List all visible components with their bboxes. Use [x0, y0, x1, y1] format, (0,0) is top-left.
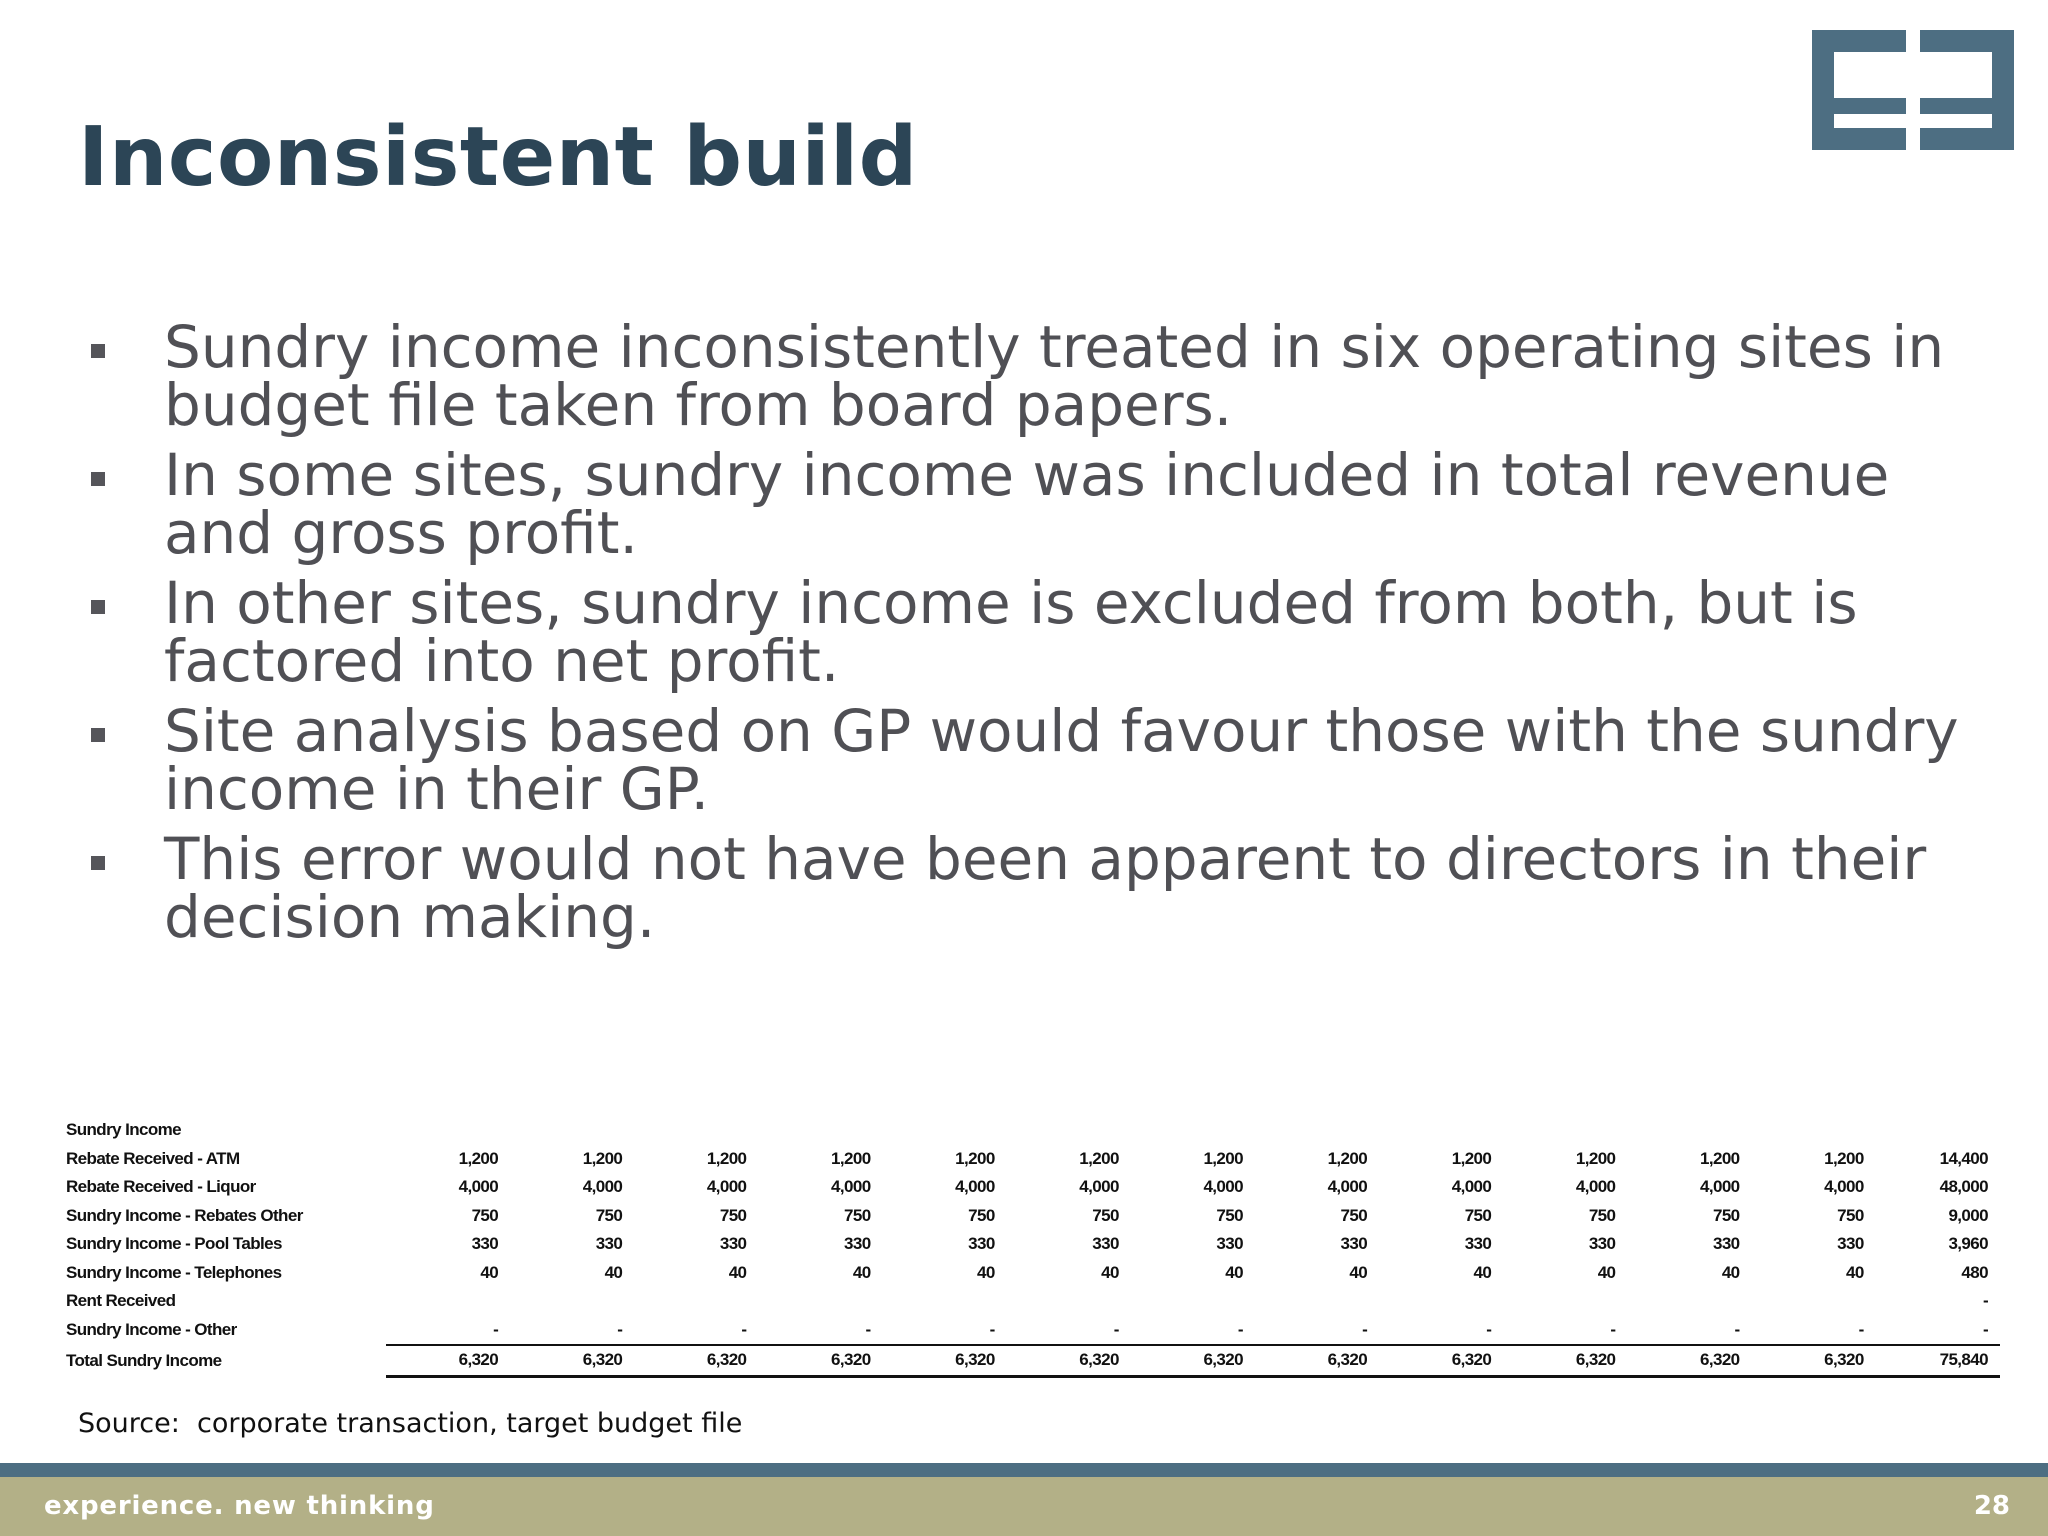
- table-cell: 750: [595, 1205, 623, 1225]
- table-cell: 40: [1473, 1262, 1492, 1282]
- table-row: [66, 1202, 2000, 1231]
- table-cell: -: [617, 1319, 623, 1339]
- square-bullet-icon: [91, 344, 105, 358]
- bullet-text: This error would not have been apparent to directors in their decision making.: [164, 825, 1927, 951]
- table-cell: 40: [852, 1262, 871, 1282]
- table-row: [66, 1316, 2000, 1346]
- company-logo-icon: [1808, 26, 2018, 154]
- table-cell: 40: [728, 1262, 747, 1282]
- table-cell: 40: [976, 1262, 995, 1282]
- table-cell: 4,000: [1451, 1177, 1492, 1197]
- table-cell: 330: [595, 1234, 623, 1254]
- page-number: 28: [1973, 1491, 2010, 1521]
- table-cell: 750: [1464, 1205, 1492, 1225]
- footer-tagline: experience. new thinking: [44, 1491, 435, 1521]
- table-cell: 40: [604, 1262, 623, 1282]
- table-header-row: [66, 1116, 2000, 1145]
- row-label: Rebate Received - ATM: [66, 1148, 240, 1168]
- table-cell: 1,200: [1824, 1148, 1864, 1168]
- square-bullet-icon: [91, 856, 105, 870]
- table-cell: 6,320: [883, 1345, 1007, 1376]
- slide-title: Inconsistent build: [78, 110, 918, 205]
- table-cell: 750: [1837, 1205, 1864, 1225]
- table-cell: 1,200: [1327, 1148, 1368, 1168]
- table-cell: 330: [1712, 1234, 1740, 1254]
- table-cell: 1,200: [1700, 1148, 1740, 1168]
- table-cell: 750: [968, 1205, 995, 1225]
- table-cell: -: [1982, 1319, 1988, 1339]
- table-cell: [1503, 1287, 1627, 1316]
- table-cell: [883, 1287, 1007, 1316]
- section-header: Sundry Income: [66, 1120, 182, 1140]
- table-cell: -: [1113, 1319, 1119, 1339]
- square-bullet-icon: [91, 600, 105, 614]
- table-cell: 4,000: [955, 1177, 995, 1197]
- table-cell: 40: [1597, 1262, 1616, 1282]
- table-cell: -: [989, 1319, 995, 1339]
- table-cell: 330: [471, 1234, 499, 1254]
- table-cell: [1752, 1287, 1876, 1316]
- table-cell: 9,000: [1948, 1205, 1988, 1225]
- table-cell: 750: [471, 1205, 499, 1225]
- bullet-text: Site analysis based on GP would favour those with the sundry income in their GP.: [164, 697, 1959, 823]
- table-cell: [1627, 1287, 1751, 1316]
- table-cell: 6,320: [1007, 1345, 1131, 1376]
- table-cell: 40: [1225, 1262, 1243, 1282]
- table-cell: 6,320: [1752, 1345, 1876, 1376]
- table-cell: 6,320: [1627, 1345, 1751, 1376]
- table-cell: 4,000: [1824, 1177, 1864, 1197]
- table-cell: [1007, 1287, 1131, 1316]
- square-bullet-icon: [91, 472, 105, 486]
- table-cell: 750: [1588, 1205, 1616, 1225]
- budget-table: [66, 1116, 2000, 1378]
- bullet-text: Sundry income inconsistently treated in six operating sites in budget file taken from board papers.: [164, 313, 1945, 439]
- table-cell: 75,840: [1876, 1345, 2000, 1376]
- table-cell: 4,000: [1327, 1177, 1368, 1197]
- table-cell: 750: [843, 1205, 871, 1225]
- table-cell: 4,000: [1575, 1177, 1616, 1197]
- table-row: [66, 1230, 2000, 1259]
- table-cell: -: [865, 1319, 871, 1339]
- footer-stripe: [0, 1463, 2048, 1477]
- table-cell: -: [1858, 1319, 1864, 1339]
- table-row: [66, 1173, 2000, 1202]
- table-cell: -: [1486, 1319, 1492, 1339]
- table-cell: 750: [719, 1205, 747, 1225]
- table-row: [66, 1287, 2000, 1316]
- footer-bar: [0, 1477, 2048, 1536]
- table-cell: 6,320: [386, 1345, 510, 1376]
- table-cell: -: [1362, 1319, 1368, 1339]
- table-cell: [386, 1287, 510, 1316]
- table-cell: 330: [719, 1234, 747, 1254]
- table-cell: 330: [1092, 1234, 1119, 1254]
- table-cell: [1379, 1287, 1503, 1316]
- bullet-item: [88, 697, 1988, 823]
- table-cell: -: [493, 1319, 499, 1339]
- table-cell: 1,200: [1203, 1148, 1243, 1168]
- table-cell: 1,200: [706, 1148, 747, 1168]
- table-cell: 1,200: [955, 1148, 995, 1168]
- table-cell: [758, 1287, 882, 1316]
- table-cell: 750: [1712, 1205, 1740, 1225]
- bullet-text: In other sites, sundry income is excluded from both, but is factored into net profit.: [164, 569, 1858, 695]
- source-note: Source: corporate transaction, target budget file: [78, 1408, 743, 1439]
- table-cell: 4,000: [582, 1177, 623, 1197]
- bullet-item: [88, 825, 1988, 951]
- table-cell: 6,320: [1503, 1345, 1627, 1376]
- total-row: [66, 1345, 2000, 1376]
- table-cell: 4,000: [458, 1177, 499, 1197]
- table-cell: 330: [1837, 1234, 1864, 1254]
- table-cell: 48,000: [1939, 1177, 1988, 1197]
- table-cell: 40: [480, 1262, 499, 1282]
- bullet-item: [88, 569, 1988, 695]
- row-label: Sundry Income - Pool Tables: [66, 1234, 282, 1254]
- row-label: Total Sundry Income: [66, 1350, 222, 1370]
- table-cell: 330: [1464, 1234, 1492, 1254]
- table-row: [66, 1259, 2000, 1288]
- bullet-item: [88, 313, 1988, 439]
- table-cell: 4,000: [1079, 1177, 1119, 1197]
- table-cell: 6,320: [758, 1345, 882, 1376]
- table-cell: 6,320: [634, 1345, 758, 1376]
- table-cell: 1,200: [458, 1148, 499, 1168]
- row-label: Sundry Income - Rebates Other: [66, 1205, 303, 1225]
- table-cell: 330: [843, 1234, 871, 1254]
- table-cell: 1,200: [582, 1148, 623, 1168]
- table-cell: 330: [1588, 1234, 1616, 1254]
- table-cell: [510, 1287, 634, 1316]
- table-cell: [1255, 1287, 1379, 1316]
- table-cell: 14,400: [1939, 1148, 1988, 1168]
- table-cell: 330: [1340, 1234, 1368, 1254]
- table-cell: 4,000: [1203, 1177, 1243, 1197]
- row-label: Sundry Income - Telephones: [66, 1262, 282, 1282]
- table-cell: 6,320: [1255, 1345, 1379, 1376]
- bullet-list: [88, 313, 1988, 958]
- table-cell: 6,320: [1131, 1345, 1255, 1376]
- table-cell: 4,000: [831, 1177, 871, 1197]
- table-cell: -: [1734, 1319, 1740, 1339]
- table-cell: 1,200: [1079, 1148, 1119, 1168]
- table-cell: 3,960: [1948, 1234, 1988, 1254]
- table-cell: 330: [968, 1234, 995, 1254]
- bullet-text: In some sites, sundry income was included in total revenue and gross profit.: [164, 441, 1890, 567]
- table-cell: 750: [1216, 1205, 1243, 1225]
- table-cell: 40: [1101, 1262, 1119, 1282]
- table-cell: [1131, 1287, 1255, 1316]
- table-cell: -: [1610, 1319, 1616, 1339]
- table-cell: 1,200: [1575, 1148, 1616, 1168]
- row-label: Rebate Received - Liquor: [66, 1177, 256, 1197]
- table-cell: 750: [1340, 1205, 1368, 1225]
- table-cell: 1,200: [831, 1148, 871, 1168]
- table-cell: 40: [1349, 1262, 1368, 1282]
- table-cell: 40: [1845, 1262, 1864, 1282]
- row-label: Sundry Income - Other: [66, 1320, 237, 1340]
- table-cell: -: [741, 1319, 747, 1339]
- bullet-item: [88, 441, 1988, 567]
- table-cell: 6,320: [510, 1345, 634, 1376]
- row-label: Rent Received: [66, 1291, 176, 1311]
- table-cell: 1,200: [1451, 1148, 1492, 1168]
- table-cell: 40: [1721, 1262, 1740, 1282]
- square-bullet-icon: [91, 728, 105, 742]
- table-cell: 750: [1092, 1205, 1119, 1225]
- table-cell: 4,000: [706, 1177, 747, 1197]
- table-cell: -: [1237, 1319, 1243, 1339]
- table-cell: 4,000: [1700, 1177, 1740, 1197]
- table-cell: 330: [1216, 1234, 1243, 1254]
- table-cell: -: [1982, 1291, 1988, 1311]
- sundry-income-table: [66, 1116, 2000, 1378]
- table-cell: 480: [1961, 1262, 1988, 1282]
- table-row: [66, 1145, 2000, 1174]
- table-cell: [634, 1287, 758, 1316]
- table-cell: 6,320: [1379, 1345, 1503, 1376]
